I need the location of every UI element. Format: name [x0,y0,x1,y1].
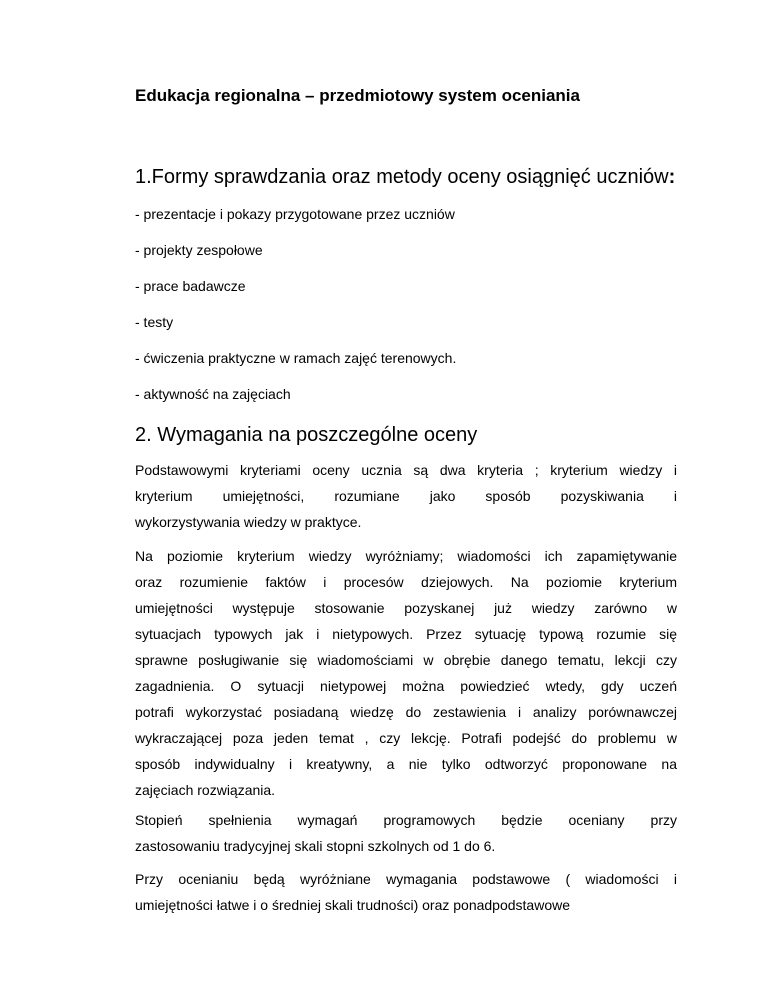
list-item: - prezentacje i pokazy przygotowane przez uczniów [135,206,455,222]
list-item: - projekty zespołowe [135,242,263,258]
paragraph-line: zajęciach rozwiązania. [135,782,276,798]
paragraph-line: umiejętności łatwe i o średniej skali trudności) oraz ponadpodstawowe [135,897,571,913]
section-1-heading-text: 1.Formy sprawdzania oraz metody oceny osiągnięć uczniów [135,166,669,188]
document-title: Edukacja regionalna – przedmiotowy system oceniania [135,86,580,105]
paragraph-line: sprawne posługiwanie się wiadomościami w obrębie danego tematu, lekcji czy [135,652,677,668]
list-item: - testy [135,314,174,330]
list-item: - ćwiczenia praktyczne w ramach zajęć terenowych. [135,350,457,366]
paragraph-requirements [135,866,677,918]
paragraph-line: wykraczającej poza jeden temat , czy lekcję. Potrafi podejść do problemu w [135,730,677,746]
paragraph-knowledge-level [135,543,677,803]
paragraph-line: kryterium umiejętności, rozumiane jako sposób pozyskiwania i [135,488,677,504]
paragraph-line: Podstawowymi kryteriami oceny ucznia są dwa kryteria ; kryterium wiedzy i [135,462,677,478]
paragraph-line: zagadnienia. O sytuacji nietypowej można powiedzieć wtedy, gdy uczeń [135,678,677,694]
paragraph-line: wykorzystywania wiedzy w praktyce. [135,514,362,530]
paragraph-criteria [135,457,677,535]
section-1-heading [135,166,675,189]
list-item: - prace badawcze [135,278,246,294]
list-item: - aktywność na zajęciach [135,386,291,402]
paragraph-line: zastosowaniu tradycyjnej skali stopni szkolnych od 1 do 6. [135,838,496,854]
paragraph-line: umiejętności występuje stosowanie pozyskanej już wiedzy zarówno w [135,600,677,616]
paragraph-line: Na poziomie kryterium wiedzy wyróżniamy; wiadomości ich zapamiętywanie [135,548,677,564]
paragraph-line: sposób indywidualny i kreatywny, a nie tylko odtworzyć proponowane na [135,756,677,772]
section-2-heading: 2. Wymagania na poszczególne oceny [135,424,478,446]
paragraph-line: potrafi wykorzystać posiadaną wiedzę do zestawienia i analizy porównawczej [135,704,677,720]
paragraph-line: Przy ocenianiu będą wyróżniane wymagania podstawowe ( wiadomości i [135,871,677,887]
section-1-heading-colon: : [668,166,676,188]
paragraph-grading-scale [135,807,677,859]
paragraph-line: Stopień spełnienia wymagań programowych będzie oceniany przy [135,812,677,828]
paragraph-line: sytuacjach typowych jak i nietypowych. Przez sytuację typową rozumie się [135,626,677,642]
paragraph-line: oraz rozumienie faktów i procesów dziejowych. Na poziomie kryterium [135,574,677,590]
